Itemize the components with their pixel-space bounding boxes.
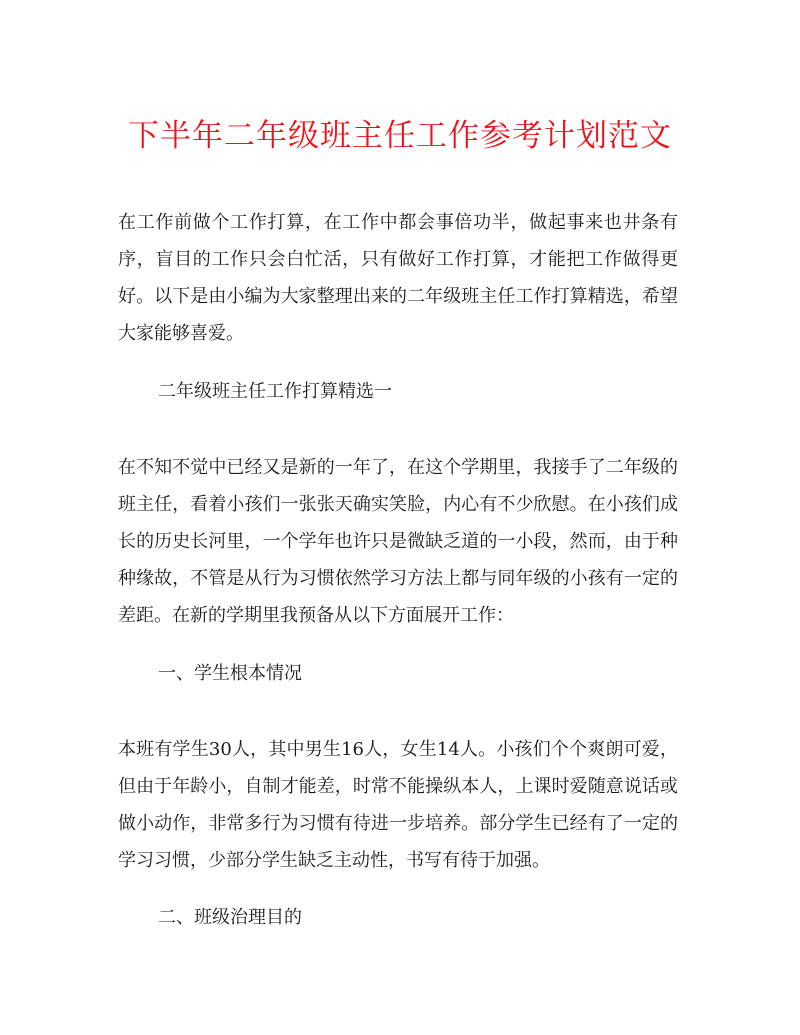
- document-title: 下半年二年级班主任工作参考计划范文: [128, 118, 672, 154]
- subheading-class-management-goals: 二、班级治理目的: [158, 907, 302, 928]
- body-paragraph-1: 在不知不觉中已经又是新的一年了，在这个学期里，我接手了二年级的班主任，看着小孩们一张张天确实笑脸，内心有不少欣慰。在小孩们成长的历史长河里，一个学年也许只是微缺乏道的一小段，然而，由于种种缘故，不管是从行为习惯依然学习方法上都与同年级的小孩有一定的差距。在新的学期里我预备从以下方面展开工作：: [118, 457, 678, 626]
- body-paragraph-2: 本班有学生30人，其中男生16人，女生14人。小孩们个个爽朗可爱，但由于年龄小，自制才能差，时常不能操纵本人，上课时爱随意说话或做小动作，非常多行为习惯有待进一步培养。部分学生已经有了一定的学习习惯，少部分学生缺乏主动性，书写有待于加强。: [118, 739, 678, 871]
- section-heading: 二年级班主任工作打算精选一: [158, 381, 392, 402]
- intro-paragraph: 在工作前做个工作打算，在工作中都会事倍功半，做起事来也井条有序，盲目的工作只会白忙活，只有做好工作打算，才能把工作做得更好。以下是由小编为大家整理出来的二年级班主任工作打算精选，希望大家能够喜爱。: [118, 212, 678, 344]
- subheading-student-situation: 一、学生根本情况: [158, 663, 302, 684]
